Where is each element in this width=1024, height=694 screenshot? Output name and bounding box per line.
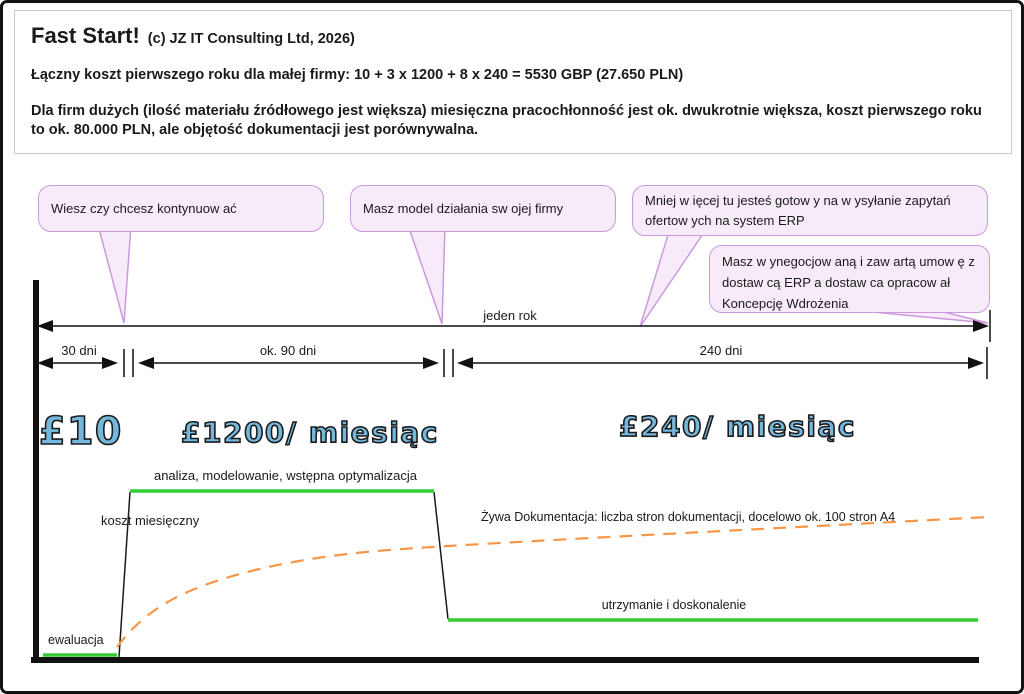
dimension-arrows: [37, 347, 987, 379]
maintenance-label: utrzymanie i doskonalenie: [601, 598, 747, 612]
y-axis: [33, 280, 39, 662]
callout-continue: [38, 185, 324, 232]
monthly-cost-label: koszt miesięczny: [101, 513, 200, 528]
evaluation-label: ewaluacja: [48, 633, 104, 647]
callout-contract-signed: [709, 245, 990, 313]
callout-rfq-ready: [632, 185, 988, 236]
segment-label-240dni: 240 dni: [699, 343, 743, 358]
page-title: Fast Start!: [31, 23, 140, 48]
year-arrow-label: jeden rok: [483, 308, 537, 323]
analysis-phase-label: analiza, modelowanie, wstępna optymalizacja: [153, 468, 418, 483]
x-axis: [31, 657, 979, 663]
callout-continue-text: Wiesz czy chcesz kontynuow ać: [51, 200, 237, 216]
callout-contract-signed-text: Masz w ynegocjow aną i zaw artą umow ę z dostaw cą ERP a dostaw ca opracow ał Koncepcję Wdrożenia: [722, 254, 975, 311]
segment-label-30dni: 30 dni: [61, 343, 97, 358]
segment-label-90dni: ok. 90 dni: [259, 343, 317, 358]
price-maintenance-monthly: £240/ miesiąc: [619, 410, 856, 443]
documentation-curve: [117, 517, 988, 647]
title-row: [31, 23, 995, 49]
price-evaluation: £10: [39, 409, 123, 453]
living-documentation-label: Żywa Dokumentacja: liczba stron dokumentacji, docelowo ok. 100 stron A4: [480, 510, 896, 524]
callout-business-model: [350, 185, 616, 232]
callout-rfq-ready-text: Mniej w ięcej tu jesteś gotow y na w ysyłanie zapytań ofertow ych na system ERP: [645, 193, 951, 228]
callout-tail-1: [98, 225, 131, 323]
price-analysis-monthly: £1200/ miesiąc: [181, 416, 439, 449]
callout-business-model-text: Masz model działania sw ojej firmy: [363, 200, 564, 216]
copyright-note: (c) JZ IT Consulting Ltd, 2026): [147, 31, 355, 47]
cost-summary-text: Łączny koszt pierwszego roku dla małej firmy: 10 + 3 x 1200 + 8 x 240 = 5530 GBP (27.650 PLN): [31, 67, 684, 83]
large-firm-note-text: Dla firm dużych (ilość materiału źródłowego jest większa) miesięczna pracochłonność jest ok. dwukrotnie większa, koszt pierwszego roku to ok. 80.000 PLN, ale objętość dokumentacji jest porównywalna.: [31, 103, 982, 138]
callout-tail-3: [640, 225, 709, 327]
header-box: [14, 10, 1012, 154]
